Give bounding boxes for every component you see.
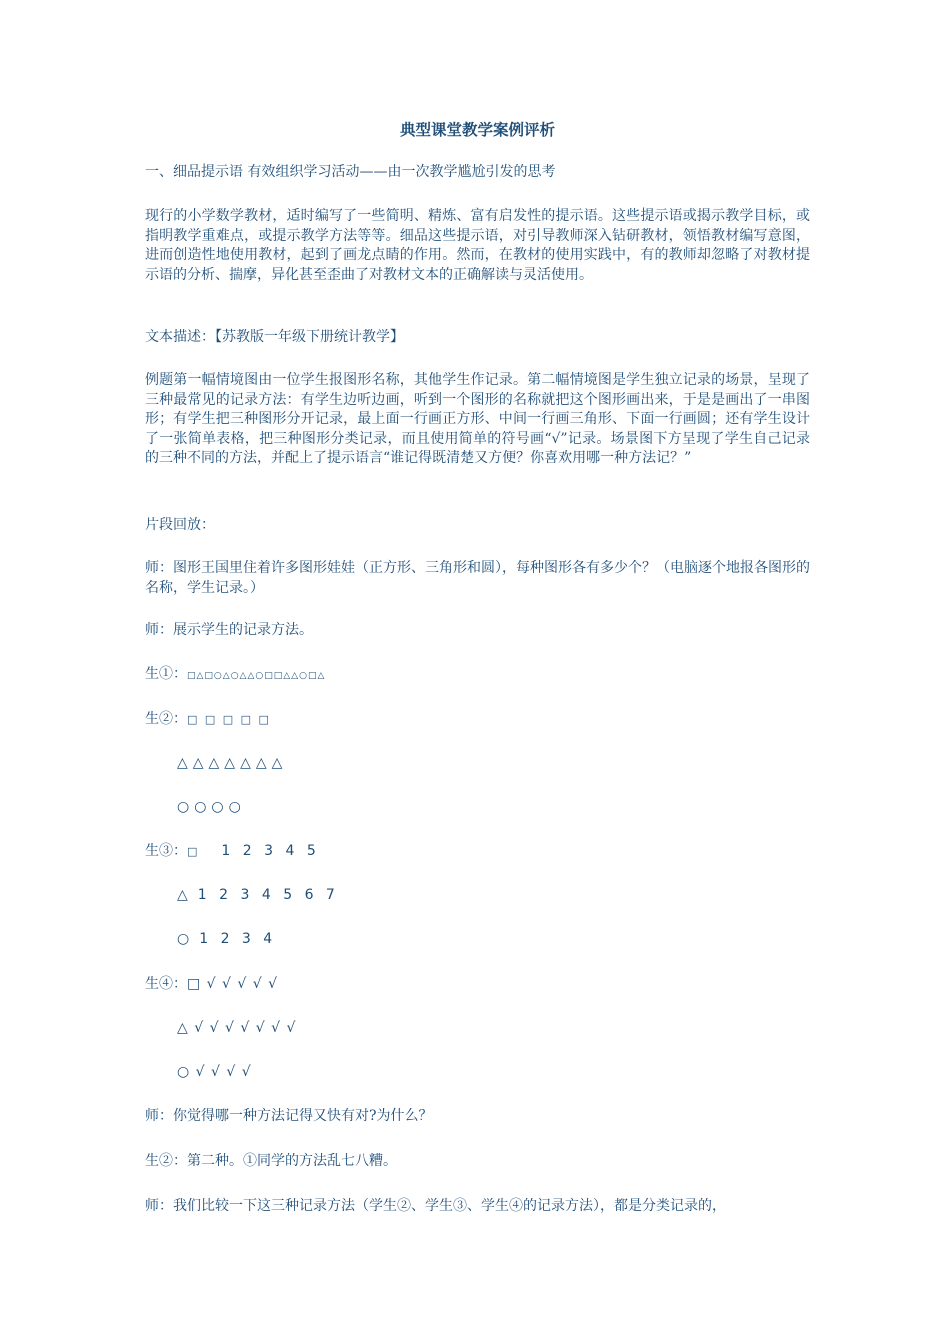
intro-paragraph: 现行的小学数学教材，适时编写了一些简明、精炼、富有启发性的提示语。这些提示语或揭示教学目标，或指明教学重难点，或提示教学方法等等。细品这些提示语，对引导教师深入钻研教材，领悟教材编写意图，进而创造性地使用教材，起到了画龙点睛的作用。然而，在教材的使用实践中，有的教师却忽略了对教材提示语的分析、揣摩，异化甚至歪曲了对教材文本的正确解读与灵活使用。 [145,208,810,283]
student-1-label: 生①： [145,666,187,682]
student-2-triangles: △△△△△△△ [177,755,288,771]
student-2-squares: □ □ □ □ □ [187,713,271,726]
text-description: 文本描述：【苏教版一年级下册统计教学】 [145,329,404,345]
student-3-triangle-line [177,886,339,905]
teacher-line-1: 师：图形王国里住着许多图形娃娃（正方形、三角形和圆），每种图形各有多少个？（电脑逐个地报各图形的名称，学生记录。） [145,560,810,596]
student-3-label: 生③： [145,843,187,859]
teacher-line-4: 师：我们比较一下这三种记录方法（学生②、学生③、学生④的记录方法），都是分类记录的， [145,1198,726,1214]
example-paragraph: 例题第一幅情境图由一位学生报图形名称，其他学生作记录。第二幅情境图是学生独立记录的场景，呈现了三种最常见的记录方法：有学生边听边画，听到一个图形的名称就把这个图形画出来，于是是画出了一串图形；有学生把三种图形分开记录，最上面一行画正方形、中间一行画三角形、下面一行画圆；还有学生设计了一张简单表格，把三种图形分类记录，而且使用简单的符号画“√”记录。场景图下方呈现了学生自己记录的三种不同的方法，并配上了提示语言“谁记得既清楚又方便？你喜欢用哪一种方法记？” [145,372,810,466]
student-answer: 生②：第二种。①同学的方法乱七八糟。 [145,1153,397,1169]
student-2-line [145,710,271,729]
clip-replay-label: 片段回放： [145,517,215,533]
triangle-icon: △ [177,887,188,903]
student-3-circle-line [177,930,276,949]
square-icon: □ [187,845,198,858]
section-heading: 一、细品提示语 有效组织学习活动——由一次教学尴尬引发的思考 [145,164,556,180]
student-4-square-ticks: □ √ √ √ √ √ [187,976,279,992]
teacher-line-2: 师：展示学生的记录方法。 [145,622,313,638]
teacher-line-3: 师：你觉得哪一种方法记得又快有对?为什么？ [145,1108,433,1124]
student-3-triangle-count: 1 2 3 4 5 6 7 [197,887,339,903]
student-3-circle-count: 1 2 3 4 [199,931,277,947]
student-2-circles: ○○○○ [177,799,246,815]
student-3-line [145,842,320,861]
student-4-line [145,975,278,994]
student-4-label: 生④： [145,976,187,992]
student-2-label: 生②： [145,711,187,727]
student-4-circle-ticks: ○ √ √ √ √ [177,1064,252,1080]
document-title: 典型课堂教学案例评析 [399,120,555,139]
student-1-line [145,665,325,686]
student-3-square-count: 1 2 3 4 5 [221,843,320,859]
circle-icon: ○ [177,931,190,947]
student-1-shapes: □△□○△○△△○□□△△○□△ [187,671,326,681]
student-4-triangle-ticks: △ √ √ √ √ √ √ √ [177,1020,297,1036]
